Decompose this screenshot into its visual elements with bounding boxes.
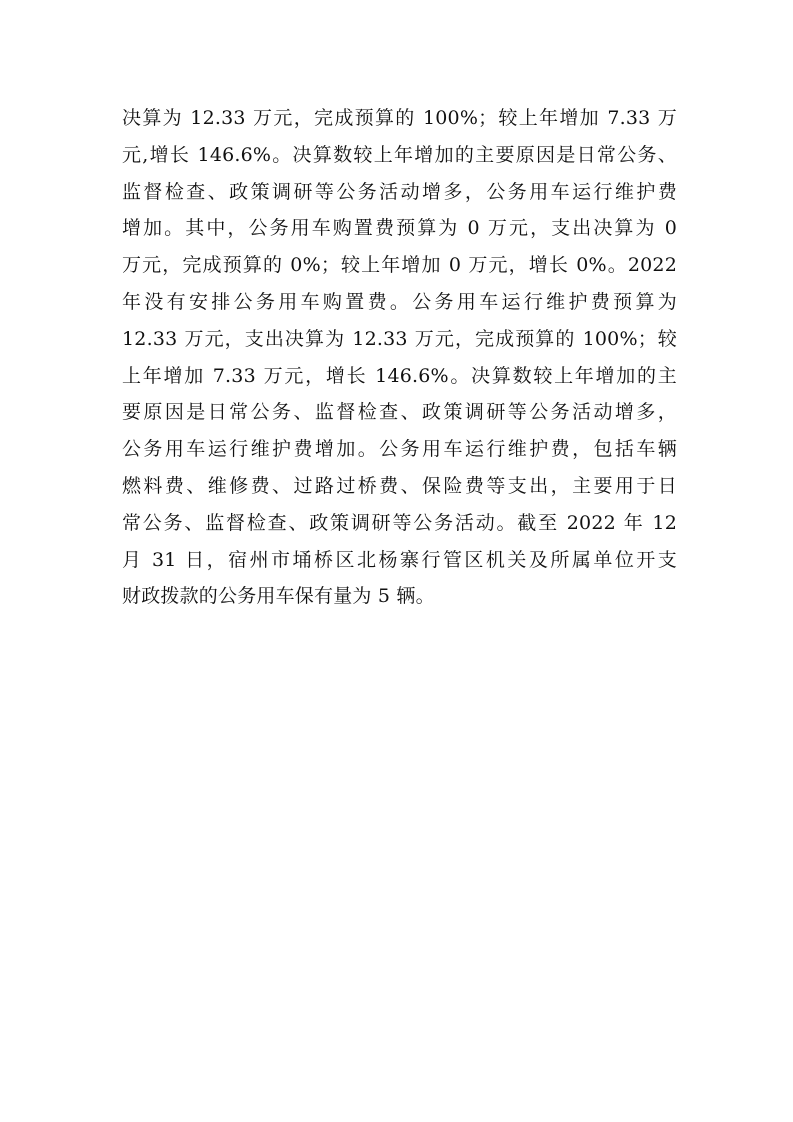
paragraph-line: 增加。其中，公务用车购置费预算为 0 万元，支出决算为 0 [122, 217, 677, 240]
paragraph-line: 月 31 日，宿州市埇桥区北杨寨行管区机关及所属单位开支 [122, 548, 677, 571]
paragraph-line: 上年增加 7.33 万元，增长 146.6%。决算数较上年增加的主 [122, 364, 677, 387]
paragraph-line: 监督检查、政策调研等公务活动增多，公务用车运行维护费 [122, 180, 677, 203]
body-paragraph [122, 100, 677, 615]
paragraph-line: 年没有安排公务用车购置费。公务用车运行维护费预算为 [122, 290, 677, 313]
paragraph-line: 决算为 12.33 万元，完成预算的 100%；较上年增加 7.33 万 [122, 107, 677, 129]
paragraph-line: 燃料费、维修费、过路过桥费、保险费等支出，主要用于日 [122, 474, 677, 497]
paragraph-line: 元,增长 146.6%。决算数较上年增加的主要原因是日常公务、 [122, 143, 677, 166]
paragraph-line: 12.33 万元，支出决算为 12.33 万元，完成预算的 100%；较 [122, 327, 677, 350]
paragraph-line: 万元，完成预算的 0%；较上年增加 0 万元，增长 0%。2022 [122, 254, 677, 277]
paragraph-line: 公务用车运行维护费增加。公务用车运行维护费，包括车辆 [122, 438, 677, 461]
paragraph-line: 要原因是日常公务、监督检查、政策调研等公务活动增多， [122, 401, 677, 424]
paragraph-line: 财政拨款的公务用车保有量为 5 辆。 [122, 585, 435, 608]
paragraph-line: 常公务、监督检查、政策调研等公务活动。截至 2022 年 12 [122, 511, 677, 534]
